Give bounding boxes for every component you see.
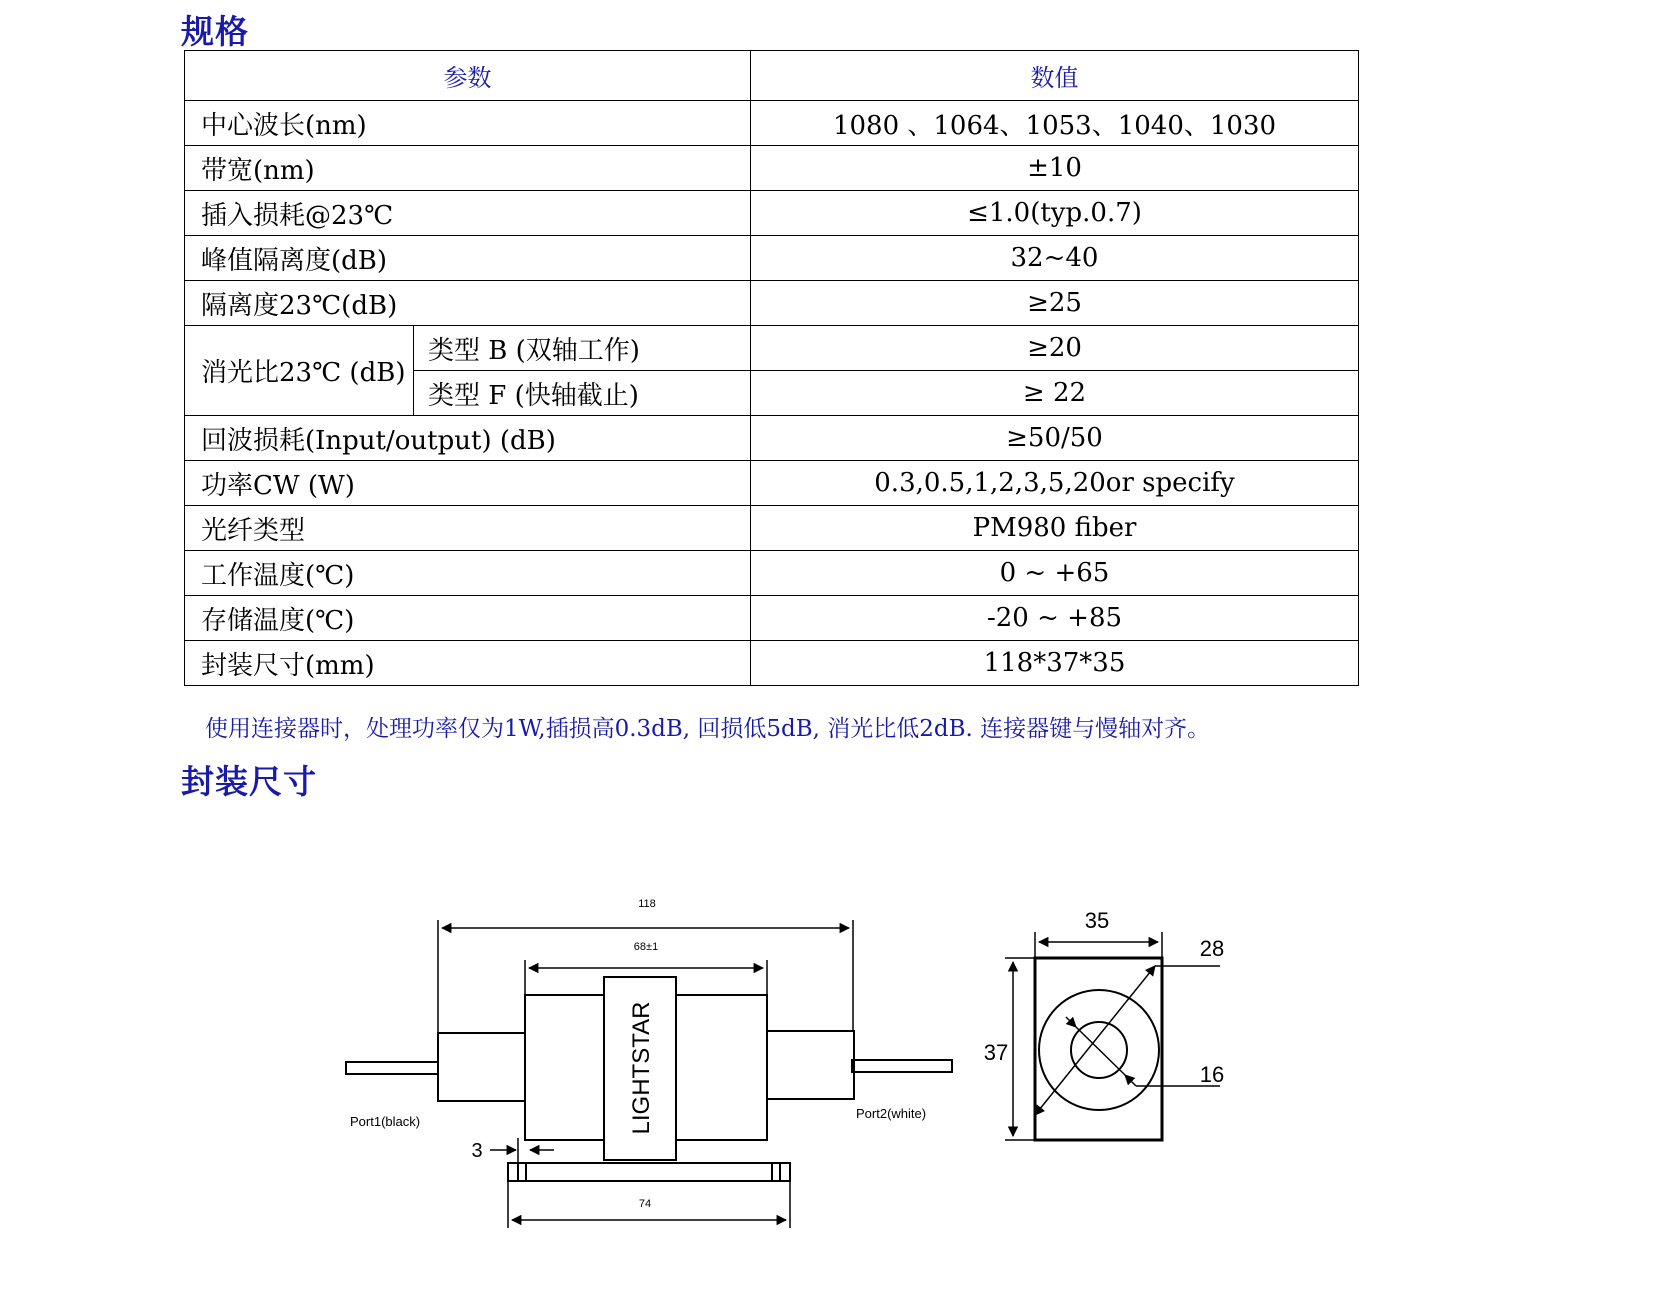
table-row [185, 281, 1359, 326]
dim-label-118: 118 [638, 898, 656, 910]
package-drawing [340, 860, 1310, 1240]
sub-param-cell: 类型 F (快轴截止) [414, 371, 751, 416]
value-cell: 1080 、1064、1053、1040、1030 [751, 101, 1359, 146]
brand-label: LIGHTSTAR [628, 1001, 655, 1135]
spec-table [184, 50, 1359, 686]
table-row [185, 326, 1359, 371]
param-cell: 光纤类型 [185, 506, 751, 551]
table-row [185, 596, 1359, 641]
dim-label-68: 68±1 [633, 941, 659, 953]
package-heading: 封装尺寸 [181, 762, 317, 801]
connector-note: 使用连接器时，处理功率仅为1W,插损高0.3dB, 回损低5dB, 消光比低2dB. 连接器键与慢轴对齐。 [205, 716, 1211, 742]
dim-label-37: 37 [983, 1040, 1009, 1065]
value-cell: ≤1.0(typ.0.7) [751, 191, 1359, 236]
param-cell: 带宽(nm) [185, 146, 751, 191]
dim-label-3: 3 [471, 1140, 483, 1162]
value-cell: ≥25 [751, 281, 1359, 326]
param-cell: 存储温度(℃) [185, 596, 751, 641]
sleeve-right [767, 1031, 854, 1099]
header-value: 数值 [751, 51, 1359, 101]
value-cell: 0.3,0.5,1,2,3,5,20or specify [751, 461, 1359, 506]
end-view [1005, 932, 1220, 1140]
table-row [185, 506, 1359, 551]
fiber-right [852, 1060, 952, 1072]
value-cell: 32~40 [751, 236, 1359, 281]
table-row [185, 551, 1359, 596]
header-param: 参数 [185, 51, 751, 101]
table-row [185, 416, 1359, 461]
port2-label: Port2(white) [856, 1106, 927, 1121]
param-cell: 封装尺寸(mm) [185, 641, 751, 686]
value-cell: ±10 [751, 146, 1359, 191]
base-plate [508, 1163, 790, 1181]
value-cell: 118*37*35 [751, 641, 1359, 686]
port1-label: Port1(black) [350, 1114, 421, 1129]
param-cell: 隔离度23℃(dB) [185, 281, 751, 326]
param-cell: 回波损耗(Input/output) (dB) [185, 416, 751, 461]
param-cell: 峰值隔离度(dB) [185, 236, 751, 281]
spec-heading: 规格 [181, 12, 249, 51]
value-cell: ≥50/50 [751, 416, 1359, 461]
value-cell: PM980 fiber [751, 506, 1359, 551]
value-cell: ≥20 [751, 326, 1359, 371]
table-header-row [185, 51, 1359, 101]
table-row [185, 101, 1359, 146]
table-row [185, 461, 1359, 506]
param-cell: 消光比23℃ (dB) [185, 326, 414, 416]
param-cell: 中心波长(nm) [185, 101, 751, 146]
dim-label-74: 74 [638, 1198, 652, 1210]
param-cell: 工作温度(℃) [185, 551, 751, 596]
table-row [185, 236, 1359, 281]
dim-label-16: 16 [1199, 1062, 1225, 1087]
table-row [185, 641, 1359, 686]
sleeve-left [438, 1033, 525, 1101]
param-cell: 插入损耗@23℃ [185, 191, 751, 236]
dim-label-35: 35 [1084, 908, 1110, 933]
param-cell: 功率CW (W) [185, 461, 751, 506]
value-cell: -20 ~ +85 [751, 596, 1359, 641]
sub-param-cell: 类型 B (双轴工作) [414, 326, 751, 371]
table-row [185, 191, 1359, 236]
table-row [185, 146, 1359, 191]
fiber-left [346, 1062, 438, 1074]
value-cell: ≥ 22 [751, 371, 1359, 416]
value-cell: 0 ~ +65 [751, 551, 1359, 596]
dim-label-28: 28 [1199, 936, 1225, 961]
